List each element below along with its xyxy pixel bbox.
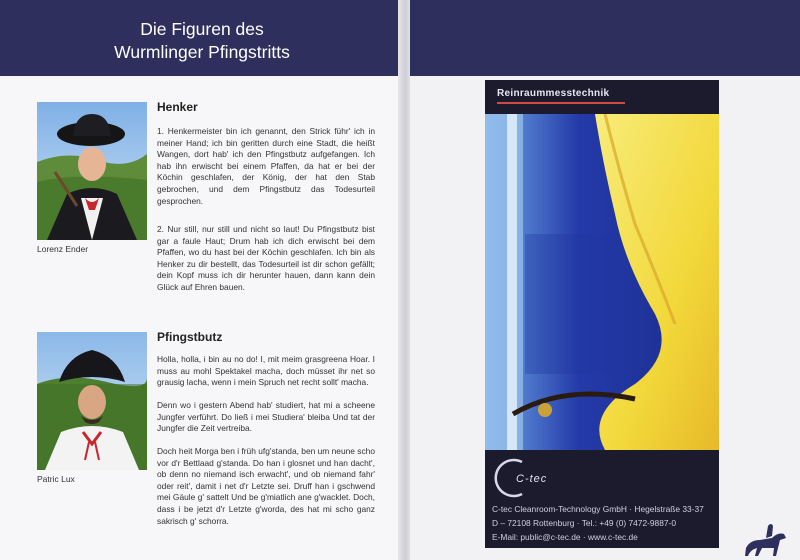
ad-contact-line: E-Mail: public@c-tec.de · www.c-tec.de [492,532,638,542]
pfingstbutz-verse-2: Denn wo i gestern Abend hab' studiert, hat mi a scheene Jungfer verführt. Do ließ i mei Studiera' bleiba Und tat der Jungfer die Zeit vertreiba. [157,400,375,434]
pfingstbutz-verse-3: Doch heit Morga ben i früh ufg'standa, ben um neune scho vor d'r Bettlaad g'standa. Do han i glosnet und han dacht', ob denn no niemand isch erwacht', und ob niemand fahr' oder reit', damit i net d'r Letzte sei. Druff han i gschwend mei Gäule g' sattelt Und be g'miatlich ane g'wacklet. Doch, dass i be jetzt d'r Letzte g'worda, des hat mi scho ganz sakrisch g' schorra. [157,446,375,526]
henker-verse-2: 2. Nur still, nur still und nicht so laut! Du Pfingstbutz bist gar a faule Haut; Drum hab ich dich erwischt bei dem Pfaffen, wo du hast bei der Köchin geschlafen. Ich bin als Henker zu dir bestellt, das Todesurteil ist dir schon gefällt; dein Kopf muss ich dir herunter hauen, dann kann dein Glück auf Ehren bauen. [157,224,375,292]
ad-title-underline [497,102,625,104]
henker-heading: Henker [157,100,198,114]
page-title-line-1: Die Figuren des [140,19,264,39]
advertisement [485,80,719,548]
rider-silhouette-icon [740,518,790,558]
ad-title: Reinraummesstechnik [497,88,610,99]
ad-company-line: C-tec Cleanroom-Technology GmbH · Hegelstraße 33-37 [492,504,704,514]
pfingstbutz-heading: Pfingstbutz [157,330,223,344]
ctec-logo-text: C-tec [516,473,548,485]
page-title [0,18,404,64]
page-title-line-2: Wurmlinger Pfingstritts [114,42,290,62]
henker-verse-1: 1. Henkermeister bin ich genannt, den Strick führ' ich in meiner Hand; ich bin geritten durch eine Stadt, die heißt Wangen, dort hab' ich den Pfingstbutz aufgefangen. Ich hab ihn erwischt bei einem Pfaffen, da hat er bei der Köchin geschlafen, der König, der hat den Stab gebrochen, und dem Pfingstbutz das Todesurteil gesprochen. [157,126,375,206]
ad-address-line: D – 72108 Rottenburg · Tel.: +49 (0) 7472-9887-0 [492,518,676,528]
right-page [410,0,800,560]
henker-photo [37,102,147,240]
henker-caption: Lorenz Ender [37,244,89,254]
right-page-header [410,0,800,76]
pfingstbutz-caption: Patric Lux [37,474,75,484]
pfingstbutz-verse-1: Holla, holla, i bin au no do! I, mit meim grasgreena Hoar. I muss au mohl Spektakel macha, doch müsset ihr net so grausig lacha, wenn i mein Spruch net recht sollt' macha. [157,354,375,388]
left-page-header [0,0,404,76]
thermal-image [485,114,719,450]
ctec-logo [492,458,552,498]
pfingstbutz-photo [37,332,147,470]
